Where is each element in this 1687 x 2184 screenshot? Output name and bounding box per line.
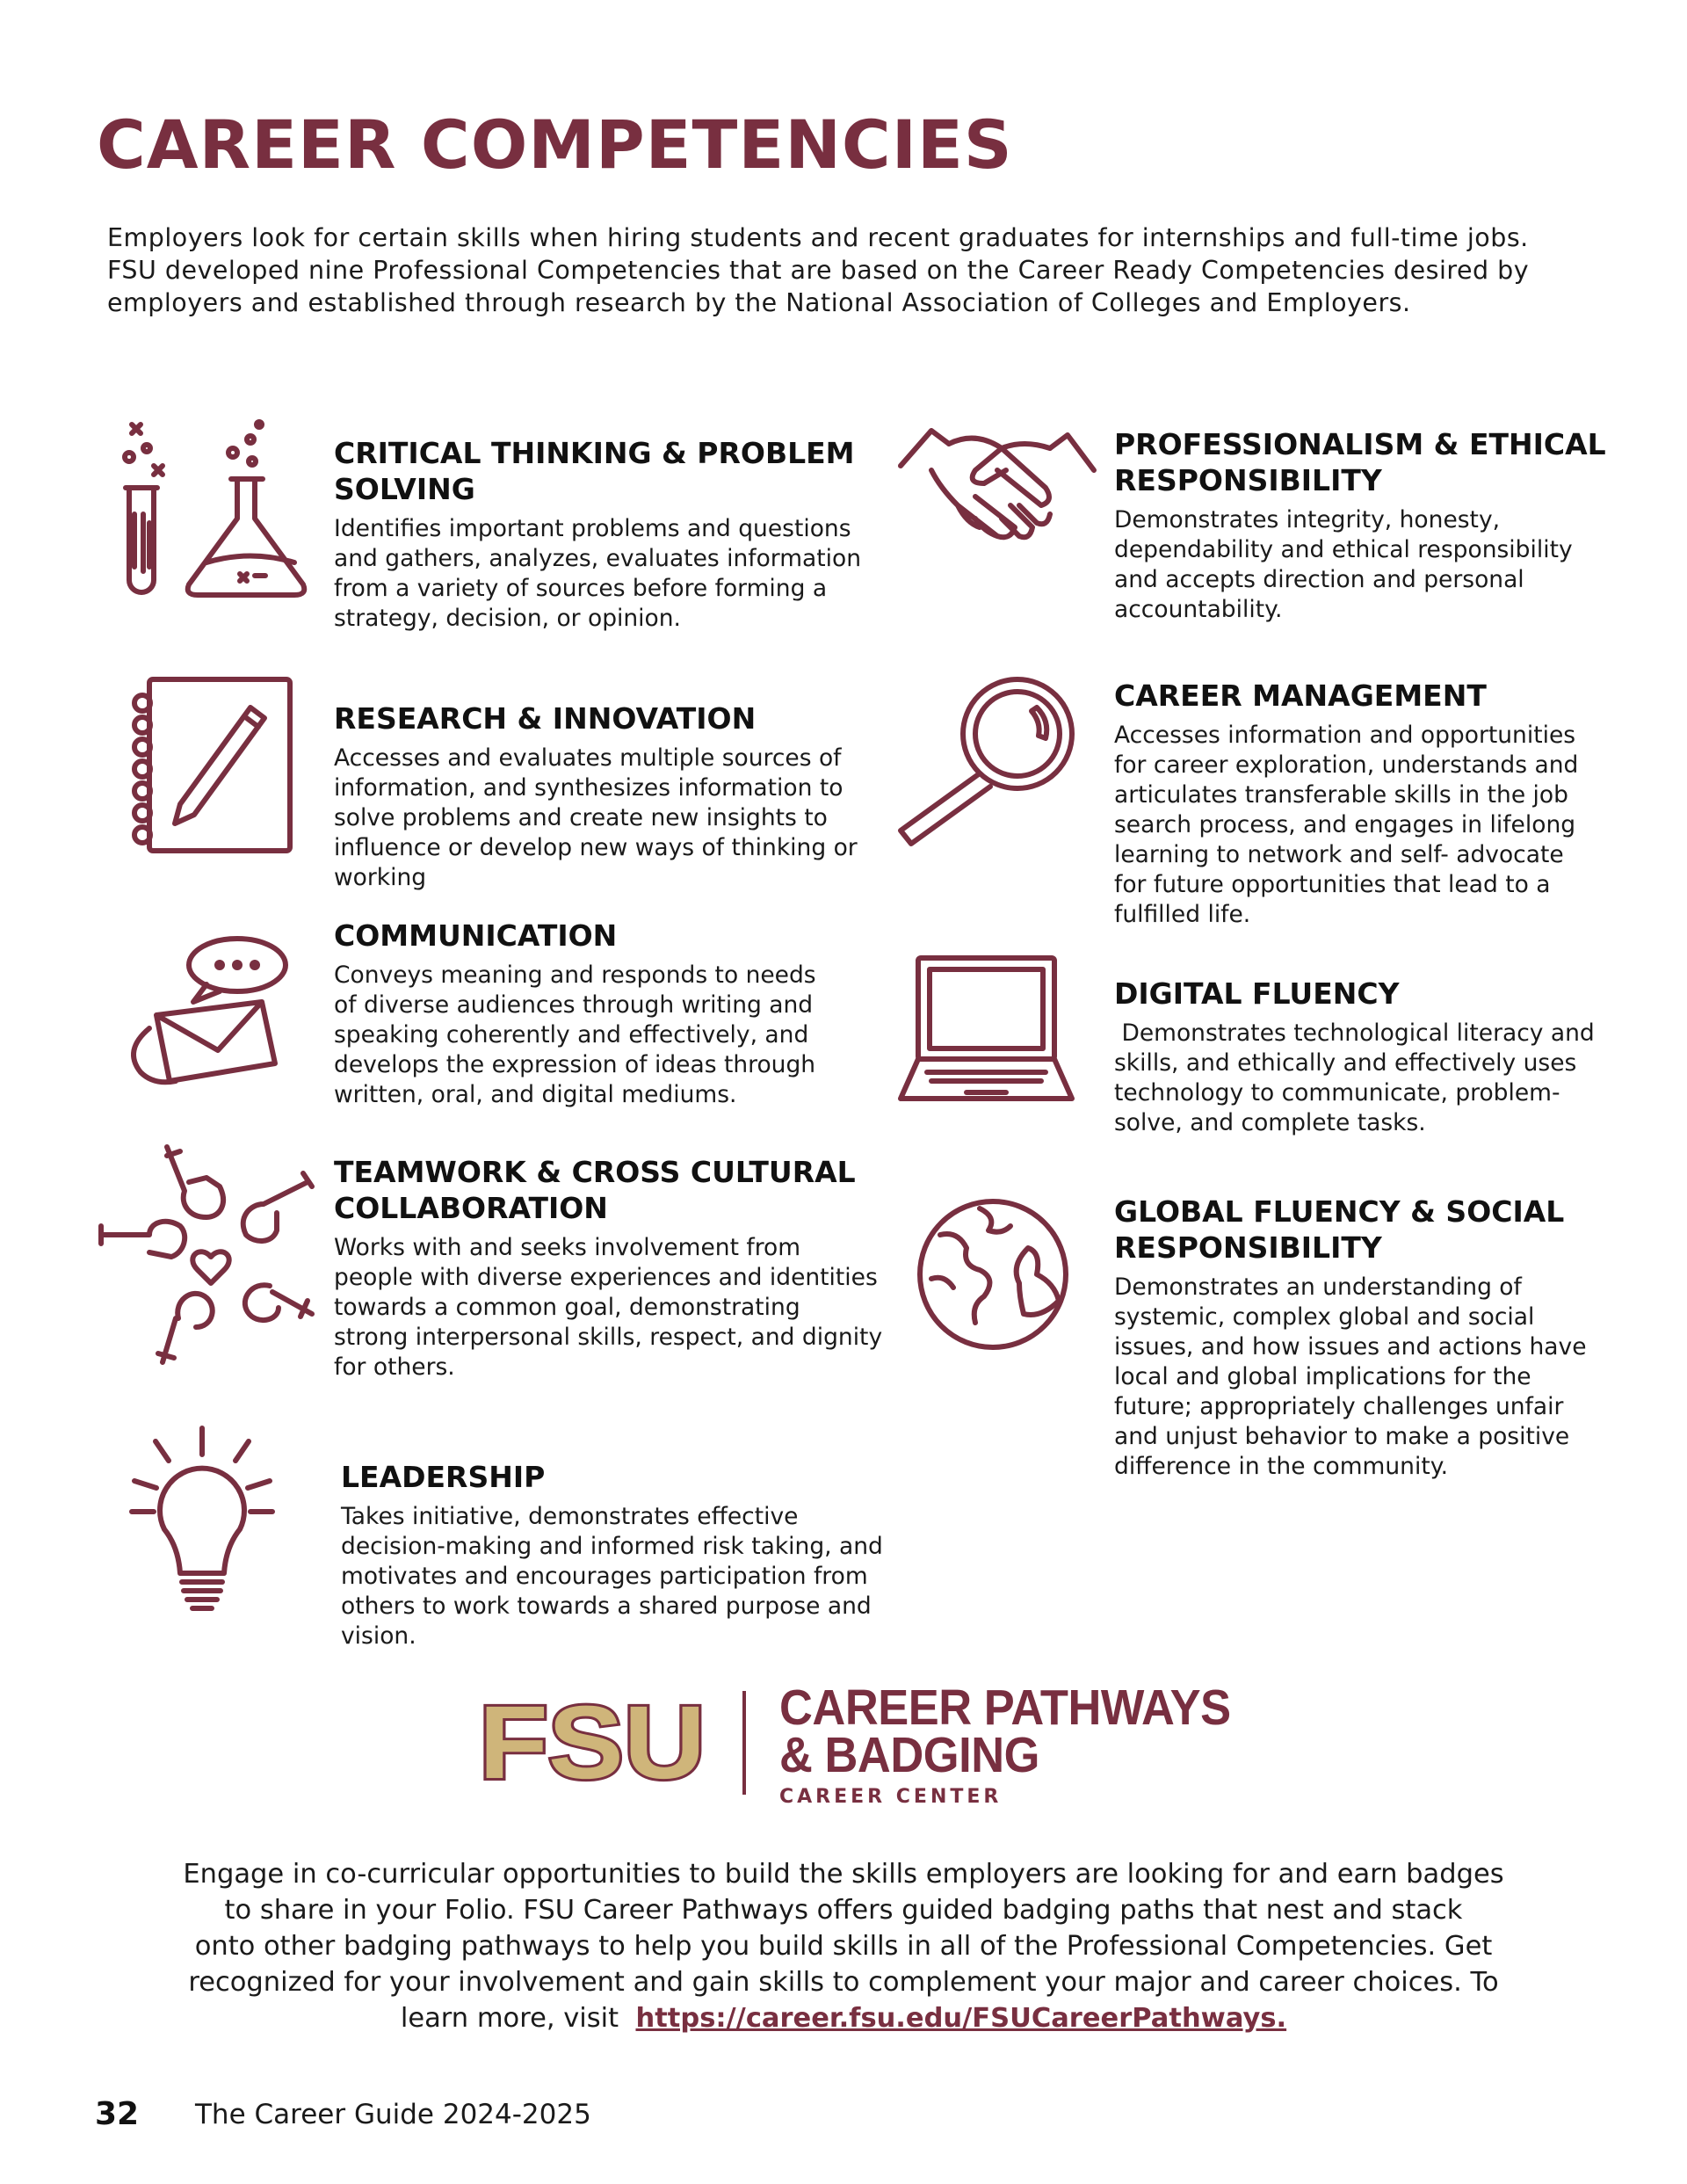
competency-career-management [1114,678,1641,930]
competency-teamwork [334,1154,896,1382]
engage-line: recognized for your involvement and gain skills to complement your major and career choices. To [188,1967,1499,1998]
competency-title: LEADERSHIP [341,1460,546,1494]
handshake-icon [896,422,1098,545]
career-pathways-brand [779,1680,1270,1808]
page-title: CAREER COMPETENCIES [97,105,1013,184]
laptop-icon [896,954,1076,1107]
competency-digital-fluency [1114,976,1641,1138]
competency-leadership [341,1459,903,1651]
competency-description: Demonstrates an understanding of systemic, complex global and social issues, and how issues and actions have local and global implications for the future; appropriately challenges unfair and unjust behavior to make a positive difference in the community. [1114,1273,1587,1480]
competency-title: CAREER MANAGEMENT [1114,678,1487,713]
intro-line: FSU developed nine Professional Competencies that are based on the Career Ready Competencies desired by [107,256,1530,285]
competency-description: Identifies important problems and questions and gathers, analyzes, evaluates information from a variety of sources before forming a strategy, decision, or opinion. [334,515,862,632]
hands-circle-icon [97,1143,316,1367]
competency-description: Accesses information and opportunities for career exploration, understands and articulates transferable skills in the job search process, and engages in lifelong learning to network and self- advocate for future opportunities that lead to a fulfilled life. [1114,722,1579,928]
competency-title: TEAMWORK & CROSS CULTURAL COLLABORATION [334,1155,856,1225]
competency-title: DIGITAL FLUENCY [1114,976,1400,1011]
brand-line-2: & BADGING [779,1727,1039,1783]
fsu-logo-text: FSU [479,1694,706,1786]
competency-description: Takes initiative, demonstrates effective decision-making and informed risk taking, and motivates and encourages participation from others to work towards a shared purpose and vision. [341,1503,883,1650]
competency-description: Accesses and evaluates multiple sources of information, and synthesizes information to solve problems and create new insights to influence or develop new ways of thinking or working [334,744,858,891]
engage-last-prefix: learn more, visit [400,2003,627,2034]
competency-title: RESEARCH & INNOVATION [334,701,757,736]
globe-icon [914,1195,1072,1353]
competency-communication [334,918,896,1110]
magnifying-glass-icon [896,672,1085,848]
intro-line: employers and established through research by the National Association of Colleges and Employers. [107,288,1411,317]
career-pathways-link[interactable]: https://career.fsu.edu/FSUCareerPathways. [635,2003,1287,2034]
logo-divider [742,1691,746,1795]
fsu-logo [479,1694,707,1786]
competency-title: CRITICAL THINKING & PROBLEM SOLVING [334,436,855,506]
envelope-chat-icon [123,932,299,1085]
competency-critical-thinking [334,435,896,634]
engage-line: onto other badging pathways to help you build skills in all of the Professional Competencies. Get [194,1931,1493,1962]
guide-name: The Career Guide 2024-2025 [195,2099,591,2130]
competency-description: Demonstrates integrity, honesty, dependability and ethical responsibility and accepts direction and personal accountability. [1114,506,1573,623]
page-number: 32 [95,2096,140,2132]
notebook-pencil-icon [123,672,299,857]
lightbulb-icon [127,1424,277,1613]
chemistry-flask-icon [110,417,312,611]
competency-global-fluency [1114,1194,1641,1482]
competency-title: COMMUNICATION [334,918,618,953]
engage-paragraph [176,1856,1511,2036]
brand-line-1: CAREER PATHWAYS [779,1680,1231,1736]
competency-title: PROFESSIONALISM & ETHICAL RESPONSIBILITY [1114,427,1606,497]
competency-description: Works with and seeks involvement from people with diverse experiences and identities towards a common goal, demonstrating strong interpersonal skills, respect, and dignity for others. [334,1234,883,1381]
intro-line: Employers look for certain skills when hiring students and recent graduates for internships and full-time jobs. [107,223,1529,252]
engage-line: to share in your Folio. FSU Career Pathways offers guided badging paths that nest and stack [224,1895,1463,1926]
competency-description: Demonstrates technological literacy and skills, and ethically and effectively uses technology to communicate, problem- solve, and complete tasks. [1114,1019,1595,1136]
intro-paragraph [107,221,1601,319]
competency-description: Conveys meaning and responds to needs of diverse audiences through writing and speaking coherently and effectively, and develops the expression of ideas through written, oral, and digital mediums. [334,961,816,1108]
competency-title: GLOBAL FLUENCY & SOCIAL RESPONSIBILITY [1114,1194,1565,1265]
engage-line: Engage in co-curricular opportunities to build the skills employers are looking for and earn badges [183,1859,1504,1890]
competency-professionalism [1114,426,1641,625]
engage-line [176,2000,1511,2036]
brand-line-3: CAREER CENTER [779,1786,1003,1808]
competency-research-innovation [334,700,896,893]
